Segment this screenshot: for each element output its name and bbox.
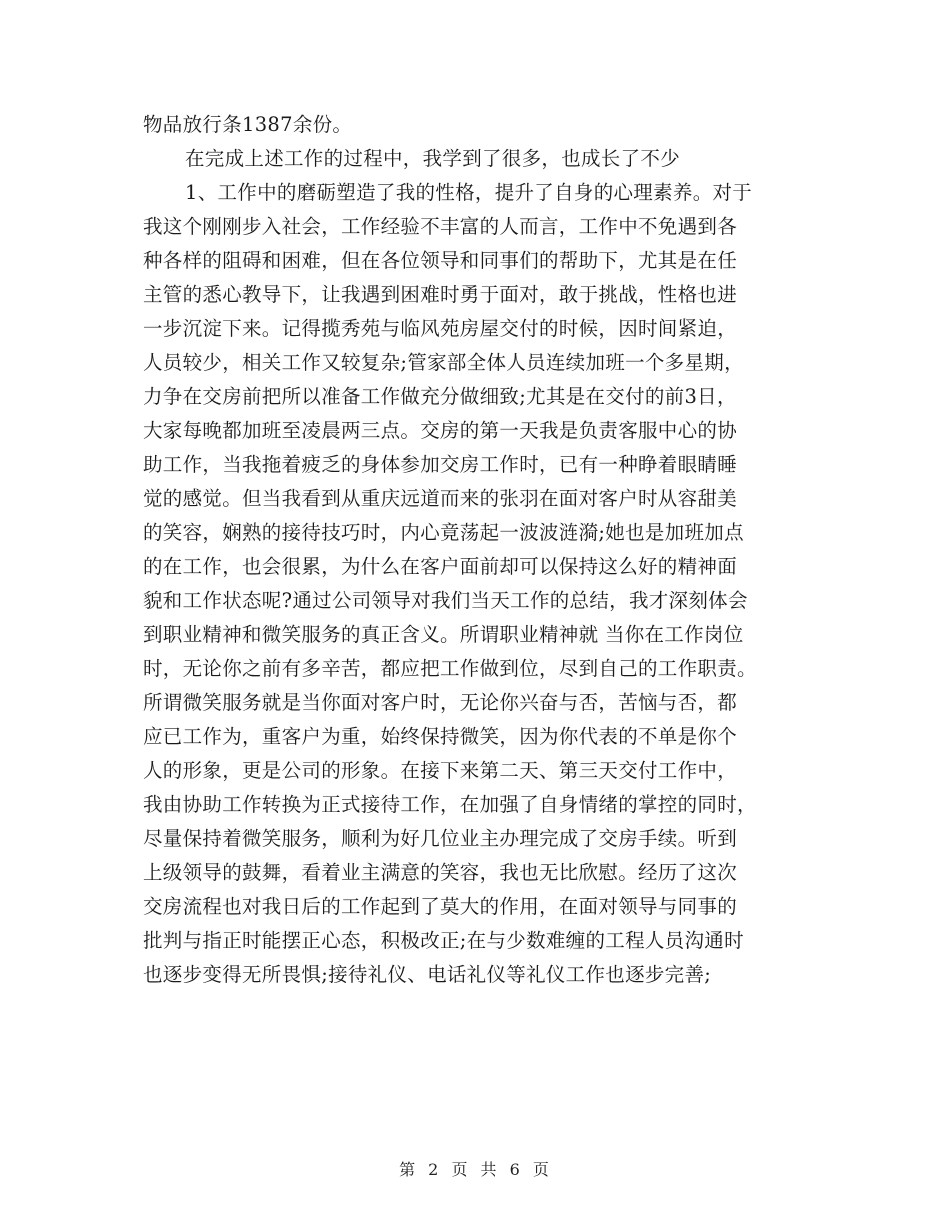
text-line: 种各样的阻碍和困难，但在各位领导和同事们的帮助下，尤其是在任 [143, 249, 738, 272]
text-line: 我这个刚刚步入社会，工作经验不丰富的人而言，工作中不免遇到各 [143, 215, 738, 238]
text-line: 的笑容，娴熟的接待技巧时，内心竟荡起一波波涟漪;她也是加班加点 [143, 521, 744, 544]
text-line: 也逐步变得无所畏惧;接待礼仪、电话礼仪等礼仪工作也逐步完善; [143, 963, 712, 986]
text-line: 助工作，当我拖着疲乏的身体参加交房工作时，已有一种睁着眼睛睡 [143, 453, 738, 476]
text-line: 一步沉淀下来。记得揽秀苑与临风苑房屋交付的时候，因时间紧迫， [143, 317, 738, 340]
text-line: 大家每晚都加班至凌晨两三点。交房的第一天我是负责客服中心的协 [143, 419, 738, 442]
text-line: 时，无论你之前有多辛苦，都应把工作做到位，尽到自己的工作职责。 [143, 657, 757, 680]
text-line: 主管的悉心教导下，让我遇到困难时勇于面对，敢于挑战，性格也进 [143, 283, 738, 306]
body-text [143, 108, 813, 992]
text-line: 批判与指正时能摆正心态，积极改正;在与少数难缠的工程人员沟通时 [143, 929, 744, 952]
text-line: 我由协助工作转换为正式接待工作，在加强了自身情绪的掌控的同时， [143, 793, 757, 816]
text-line: 尽量保持着微笑服务，顺利为好几位业主办理完成了交房手续。听到 [143, 827, 738, 850]
text-line: 人员较少，相关工作又较复杂;管家部全体人员连续加班一个多星期， [143, 351, 744, 374]
text-line: 物品放行条1387余份。 [143, 113, 353, 136]
text-line: 上级领导的鼓舞，看着业主满意的笑容，我也无比欣慰。经历了这次 [143, 861, 738, 884]
text-line: 到职业精神和微笑服务的真正含义。所谓职业精神就 当你在工作岗位 [143, 623, 744, 646]
text-line: 1、工作中的磨砺塑造了我的性格，提升了自身的心理素养。对于 [185, 181, 753, 204]
text-line: 的在工作，也会很累，为什么在客户面前却可以保持这么好的精神面 [143, 555, 738, 578]
text-line: 所谓微笑服务就是当你面对客户时，无论你兴奋与否，苦恼与否，都 [143, 691, 738, 714]
text-line: 力争在交房前把所以准备工作做充分做细致;尤其是在交付的前3日， [143, 385, 737, 408]
text-line: 人的形象，更是公司的形象。在接下来第二天、第三天交付工作中， [143, 759, 738, 782]
text-line: 觉的感觉。但当我看到从重庆远道而来的张羽在面对客户时从容甜美 [143, 487, 738, 510]
page-number-footer: 第 2 页 共 6 页 [399, 1160, 551, 1179]
text-line: 应已工作为，重客户为重，始终保持微笑，因为你代表的不单是你个 [143, 725, 738, 748]
text-line: 在完成上述工作的过程中，我学到了很多，也成长了不少 [185, 147, 681, 170]
text-line: 貌和工作状态呢?通过公司领导对我们当天工作的总结，我才深刻体会 [143, 589, 748, 612]
text-line: 交房流程也对我日后的工作起到了莫大的作用，在面对领导与同事的 [143, 895, 738, 918]
